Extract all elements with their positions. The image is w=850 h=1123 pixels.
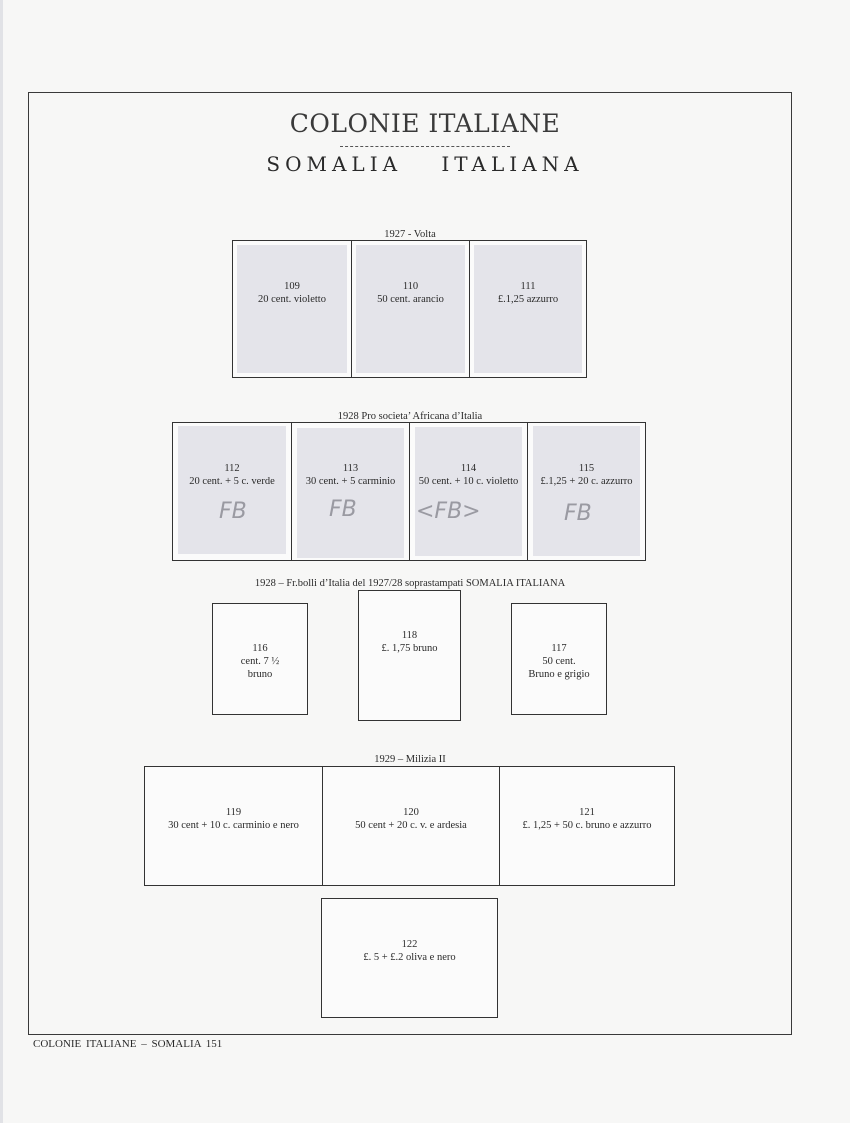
stamp-cell <box>469 241 586 377</box>
section-caption: 1928 Pro societa’ Africana d’Italia <box>337 411 483 422</box>
stamp-mount <box>237 245 347 373</box>
stamp-value: cent. 7 ½ <box>240 656 280 667</box>
stamp-description <box>233 280 351 306</box>
stamp-mount <box>297 428 404 558</box>
stamp-strip <box>144 766 675 886</box>
stamp-box <box>358 590 461 721</box>
stamp-mount <box>474 245 582 373</box>
pencil-mark: FB <box>219 499 247 524</box>
stamp-cell <box>145 767 322 885</box>
stamp-description <box>500 806 674 832</box>
stamp-number: 115 <box>578 463 595 474</box>
stamp-value: 50 cent + 20 c. v. e ardesia <box>355 820 467 831</box>
pencil-mark: <FB> <box>416 499 481 524</box>
stamp-number: 114 <box>460 463 477 474</box>
stamp-number: 111 <box>520 281 536 292</box>
section-caption: 1929 – Milizia II <box>374 754 446 765</box>
stamp-cell <box>322 767 499 885</box>
stamp-cell <box>351 241 469 377</box>
section-caption: 1927 - Volta <box>384 229 436 240</box>
stamp-value: £. 1,25 + 50 c. bruno e azzurro <box>522 820 652 831</box>
stamp-description <box>322 938 497 964</box>
stamp-description <box>352 280 469 306</box>
title-divider <box>340 146 510 147</box>
stamp-value: 20 cent. + 5 c. verde <box>189 476 275 487</box>
stamp-value: £. 1,75 bruno <box>381 643 438 654</box>
stamp-cell <box>291 423 409 560</box>
stamp-value: £.1,25 azzurro <box>497 294 559 305</box>
stamp-value: 30 cent + 10 c. carminio e nero <box>168 820 299 831</box>
stamp-box <box>212 603 308 715</box>
stamp-number: 109 <box>284 281 300 292</box>
page-subtitle: SOMALIA ITALIANA <box>266 152 584 176</box>
stamp-mount <box>178 426 286 554</box>
stamp-description <box>213 642 307 681</box>
stamp-cell <box>499 767 674 885</box>
section-caption: 1928 – Fr.bolli d’Italia del 1927/28 soprastampati SOMALIA ITALIANA <box>254 578 566 589</box>
stamp-number: 116 <box>252 643 268 654</box>
stamp-number: 117 <box>551 643 567 654</box>
stamp-color: bruno <box>247 669 273 680</box>
stamp-mount <box>356 245 465 373</box>
stamp-mount <box>533 426 640 556</box>
stamp-mount <box>415 427 522 556</box>
stamp-number: 120 <box>403 807 419 818</box>
stamp-box <box>511 603 607 715</box>
stamp-box <box>321 898 498 1018</box>
stamp-description <box>470 280 586 306</box>
stamp-description <box>528 462 645 488</box>
stamp-color: Bruno e grigio <box>528 669 590 680</box>
stamp-description <box>359 629 460 655</box>
stamp-number: 121 <box>579 807 595 818</box>
stamp-number: 110 <box>402 281 419 292</box>
stamp-cell <box>409 423 527 560</box>
stamp-description <box>173 462 291 488</box>
pencil-mark: FB <box>564 501 592 526</box>
stamp-number: 122 <box>401 939 418 950</box>
stamp-description <box>292 462 409 488</box>
stamp-number: 112 <box>224 463 240 474</box>
stamp-description <box>512 642 606 681</box>
stamp-number: 118 <box>401 630 418 641</box>
page-title: COLONIE ITALIANE <box>289 109 561 138</box>
stamp-value: 50 cent. + 10 c. violetto <box>418 476 519 487</box>
stamp-strip <box>172 422 646 561</box>
stamp-value: £.1,25 + 20 c. azzurro <box>540 476 633 487</box>
stamp-value: £. 5 + £.2 oliva e nero <box>363 952 456 963</box>
stamp-strip <box>232 240 587 378</box>
stamp-value: 30 cent. + 5 carminio <box>305 476 396 487</box>
stamp-value: 20 cent. violetto <box>258 294 326 305</box>
page-footer: COLONIE ITALIANE – SOMALIA 151 <box>33 1038 223 1050</box>
stamp-description <box>145 806 322 832</box>
stamp-number: 113 <box>342 463 359 474</box>
stamp-cell <box>233 241 351 377</box>
stamp-cell <box>173 423 291 560</box>
stamp-cell <box>527 423 645 560</box>
stamp-number: 119 <box>225 807 242 818</box>
stamp-description <box>410 462 527 488</box>
stamp-value: 50 cent. arancio <box>377 294 444 305</box>
stamp-description <box>323 806 499 832</box>
pencil-mark: FB <box>329 497 357 522</box>
stamp-value: 50 cent. <box>542 656 576 667</box>
